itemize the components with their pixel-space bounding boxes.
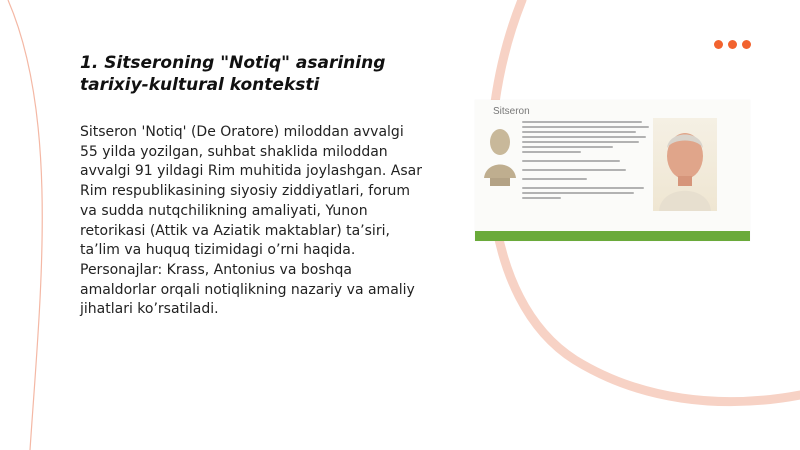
dot bbox=[714, 40, 723, 49]
slide-thumbnail[interactable] bbox=[475, 100, 750, 241]
thumbnail-title: Sitseron bbox=[493, 106, 530, 117]
more-dots-icon[interactable] bbox=[714, 40, 751, 49]
portrait-icon bbox=[653, 118, 717, 211]
slide-body-text: Sitseron 'Notiq' (De Oratore) miloddan avvalgi 55 yilda yozilgan, suhbat shaklida miloddan avvalgi 91 yildagi Rim muhitida joylashgan. Asar Rim respublikasining siyosiy ziddiyatlari, forum va sudda nutqchilikning amaliyati, Yunon retorikasi (Attik va Aziatik maktablar) ta’siri, ta’lim va huquq tizimidagi o’rni haqida. Personajlar: Krass, Antonius va boshqa amaldorlar orqali notiqlikning nazariy va amaliy jihatlari ko’rsatiladi. bbox=[80, 124, 422, 318]
dot bbox=[728, 40, 737, 49]
dot bbox=[742, 40, 751, 49]
slide-title: 1. Sitseroning "Notiq" asarining tarixiy-kultural konteksti bbox=[80, 53, 386, 95]
bust-icon bbox=[478, 120, 522, 190]
thumbnail-green-bar bbox=[475, 231, 750, 241]
thumbnail-text-lines bbox=[522, 118, 652, 199]
